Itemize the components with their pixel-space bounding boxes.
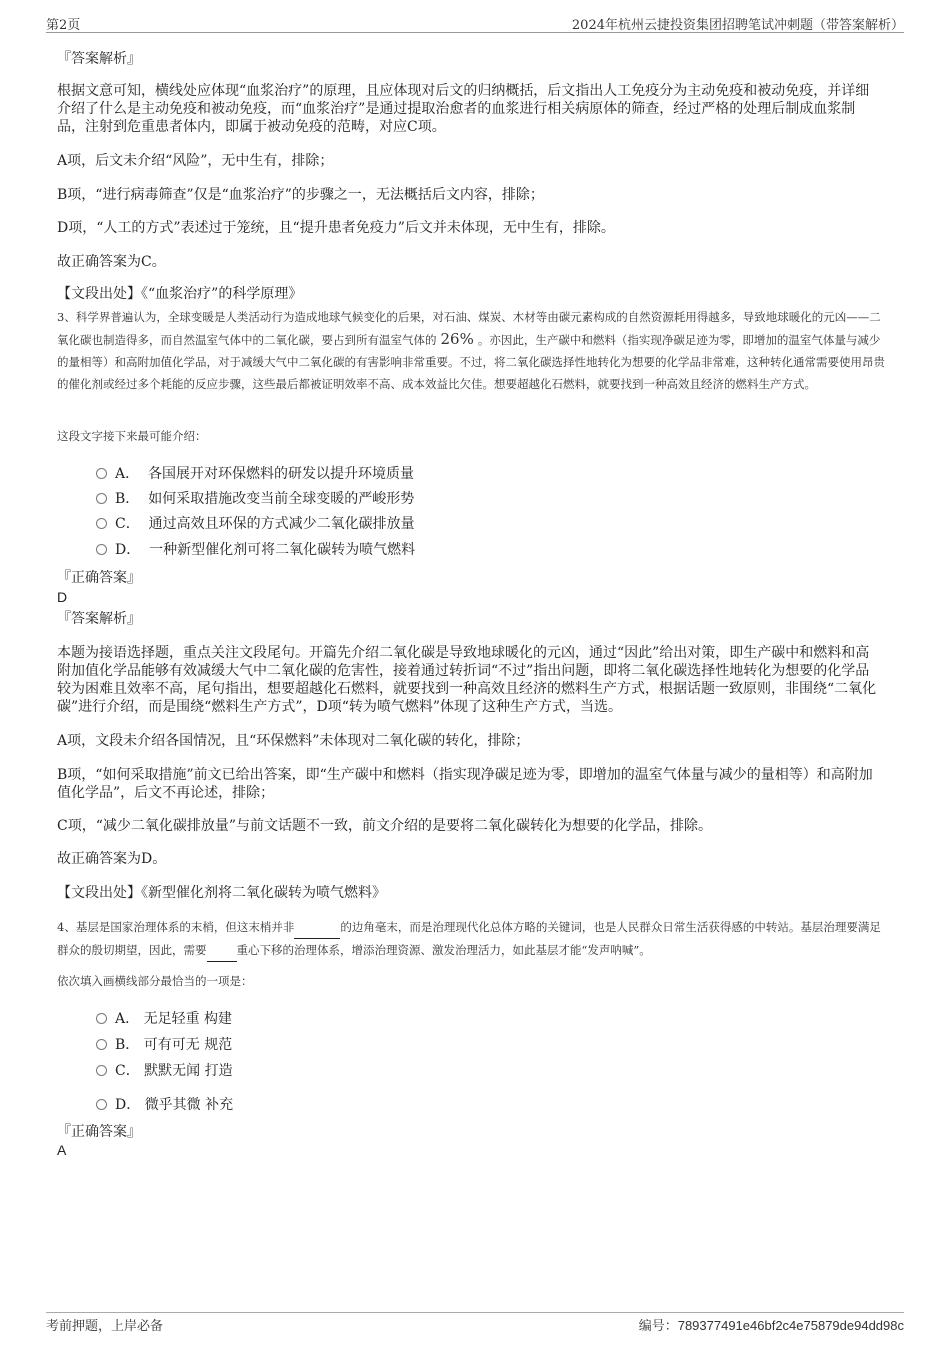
option-a-explanation: A项，文段未介绍各国情况，且“环保燃料”未体现对二氧化碳的转化，排除； bbox=[57, 733, 530, 749]
document-code: 编号：789377491e46bf2c4e75879de94dd98c bbox=[638, 1318, 904, 1334]
analysis-paragraph: 本题为接语选择题，重点关注文段尾句。开篇先介绍二氧化碳是导致地球暖化的元凶，通过“因此”给出对策，即生产碳中和燃料和高附加值化学品能够有效减缓大气中二氧化碳的危害性，接着通过转折词“不过”指出问题，即将二氧化碳选择性地转化为想要的化学品较为困难且效率不高，尾句指出，想要超越化石燃料，就要找到一种高效且经济的燃料生产方式，根据话题一致原则，非围绕“二氧化碳”进行介绍，而是围绕“燃料生产方式”，D项“转为喷气燃料”体现了这种生产方式，当选。 bbox=[57, 645, 877, 715]
page-number: 第2页 bbox=[46, 18, 81, 33]
q4-option-d[interactable]: D． 微乎其微 补充 bbox=[96, 1096, 233, 1114]
page-footer bbox=[46, 1312, 904, 1335]
correct-answer-label: 『正确答案』 bbox=[57, 1124, 141, 1140]
question-3-prompt: 这段文字接下来最可能介绍： bbox=[57, 429, 207, 443]
q4-option-a[interactable]: A． 无足轻重 构建 bbox=[96, 1010, 232, 1028]
correct-answer-value: D bbox=[57, 589, 68, 605]
q4-option-b[interactable]: B． 可有可无 规范 bbox=[96, 1036, 232, 1054]
radio-icon[interactable] bbox=[96, 518, 107, 529]
conclusion: 故正确答案为D。 bbox=[57, 851, 167, 867]
radio-icon[interactable] bbox=[96, 1099, 107, 1110]
q3-option-b[interactable]: B． 如何采取措施改变当前全球变暖的严峻形势 bbox=[96, 490, 414, 508]
q3-option-d[interactable]: D． 一种新型催化剂可将二氧化碳转为喷气燃料 bbox=[96, 541, 415, 559]
radio-icon[interactable] bbox=[96, 1065, 107, 1076]
radio-icon[interactable] bbox=[96, 544, 107, 555]
question-3-stem-part1: 3、科学界普遍认为，全球变暖是人类活动行为造成地球气候变化的后果，对石油、煤炭、木材等由碳元素构成的自然资源耗用得越多，导致地球暖化的元凶——二氧化碳也制造得多，而自然温室气体中的二氧化碳，要占到所有温室气体的 bbox=[57, 310, 881, 347]
blank-2[interactable] bbox=[207, 939, 237, 962]
footer-slogan: 考前押题，上岸必备 bbox=[46, 1319, 164, 1334]
source-citation: 【文段出处】《“血浆治疗”的科学原理》 bbox=[57, 286, 303, 302]
radio-icon[interactable] bbox=[96, 493, 107, 504]
analysis-label: 『答案解析』 bbox=[57, 611, 141, 627]
correct-answer-value: A bbox=[57, 1142, 67, 1158]
question-3-stem-part2: 。亦因此，生产碳中和燃料（指实现净碳足迹为零，即增加的温室气体量与减少的量相等）和高附加值化学品，对于减缓大气中二氧化碳的有害影响非常重要。不过，将二氧化碳选择性地转化为想要的化学品非常难，这种转化通常需要使用昂贵的催化剂或经过多个耗能的反应步骤，这些最后都被证明效率不高、成本效益比欠佳。想要超越化石燃料，就要找到一种高效且经济的燃料生产方式。 bbox=[57, 333, 885, 391]
percent-value: 26% bbox=[440, 330, 474, 348]
q3-option-a[interactable]: A． 各国展开对环保燃料的研发以提升环境质量 bbox=[96, 465, 414, 483]
question-3-stem bbox=[57, 306, 887, 395]
option-d-explanation: D项，“人工的方式”表述过于笼统，且“提升患者免疫力”后文并未体现，无中生有，排除。 bbox=[57, 220, 615, 236]
q4-option-c[interactable]: C． 默默无闻 打造 bbox=[96, 1062, 233, 1080]
conclusion: 故正确答案为C。 bbox=[57, 254, 166, 270]
analysis-label: 『答案解析』 bbox=[57, 51, 141, 67]
option-b-explanation: B项，“进行病毒筛查”仅是“血浆治疗”的步骤之一，无法概括后文内容，排除； bbox=[57, 187, 544, 203]
document-title: 2024年杭州云捷投资集团招聘笔试冲刺题（带答案解析） bbox=[571, 18, 904, 33]
question-4-prompt: 依次填入画横线部分最恰当的一项是： bbox=[57, 974, 253, 988]
page-header bbox=[46, 14, 904, 33]
option-b-explanation: B项，“如何采取措施”前文已给出答案，即“生产碳中和燃料（指实现净碳足迹为零，即增加的温室气体量与减少的量相等）和高附加值化学品”，后文不再论述，排除； bbox=[57, 767, 873, 801]
source-citation: 【文段出处】《新型催化剂将二氧化碳转为喷气燃料》 bbox=[57, 885, 386, 901]
radio-icon[interactable] bbox=[96, 1039, 107, 1050]
radio-icon[interactable] bbox=[96, 1013, 107, 1024]
q3-option-c[interactable]: C． 通过高效且环保的方式减少二氧化碳排放量 bbox=[96, 515, 415, 533]
correct-answer-label: 『正确答案』 bbox=[57, 570, 141, 586]
analysis-paragraph: 根据文意可知，横线处应体现“血浆治疗”的原理，且应体现对后文的归纳概括，后文指出人工免疫分为主动免疫和被动免疫，并详细介绍了什么是主动免疫和被动免疫，而“血浆治疗”是通过提取治愈者的血浆进行相关病原体的筛查，经过严格的处理后制成血浆制品，注射到危重患者体内，即属于被动免疫的范畴，对应C项。 bbox=[57, 83, 870, 135]
question-4-stem: 4、基层是国家治理体系的末梢，但这末梢并非 的边角毫末，而是治理现代化总体方略的关键词，也是人民群众日常生活获得感的中转站。基层治理要满足群众的殷切期望，因此，需要 重心下移的治理体系，增添治理资源、激发治理活力，如此基层才能“发声呐喊”。 bbox=[57, 916, 887, 962]
option-c-explanation: C项，“减少二氧化碳排放量”与前文话题不一致，前文介绍的是要将二氧化碳转化为想要的化学品，排除。 bbox=[57, 818, 713, 834]
blank-1[interactable] bbox=[294, 916, 340, 939]
radio-icon[interactable] bbox=[96, 468, 107, 479]
option-a-explanation: A项，后文未介绍“风险”，无中生有，排除； bbox=[57, 153, 334, 169]
